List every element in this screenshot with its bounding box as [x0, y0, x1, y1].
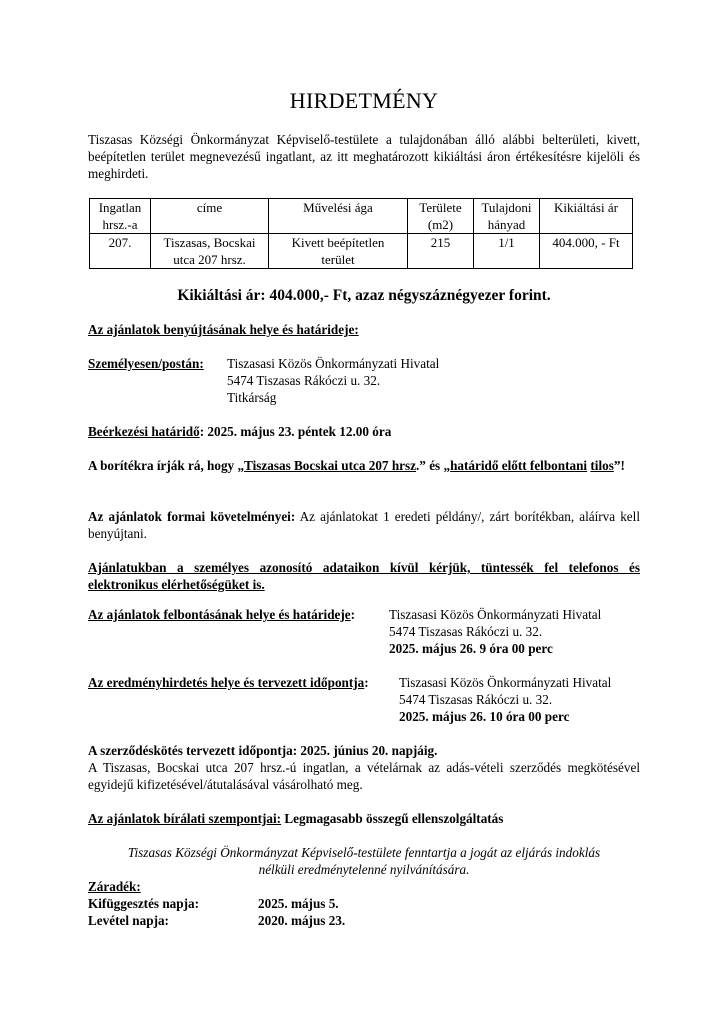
posted-line: [88, 895, 640, 912]
formal-text: Az ajánlatokat 1 eredeti példány/, zárt borítékban, aláírva kell benyújtani.: [88, 509, 640, 541]
results-office: Tiszasasi Közös Önkormányzati Hivatal: [399, 675, 612, 690]
table-header-row: [90, 199, 633, 234]
criteria-value: Legmagasabb összegű ellenszolgáltatás: [281, 811, 504, 826]
removed-line: [88, 912, 640, 929]
criteria-label: Az ajánlatok bírálati szempontjai:: [88, 811, 282, 826]
results-date: 2025. május 26. 10 óra 00 perc: [399, 709, 570, 724]
table-cell: Tiszasas, Bocskai utca 207 hrsz.: [151, 234, 269, 269]
header-cell: Ingatlan hrsz.-a: [90, 199, 151, 234]
submission-heading: Az ajánlatok benyújtásának helye és határideje:: [88, 322, 359, 337]
removed-value: 2020. május 23.: [258, 913, 346, 928]
header-cell: címe: [151, 199, 269, 234]
criteria-line: [88, 810, 640, 827]
header-cell: Művelési ága: [269, 199, 408, 234]
office-name: Tiszasasi Közös Önkormányzati Hivatal: [227, 356, 440, 371]
table-cell: Kivett beépítetlen terület: [269, 234, 408, 269]
removed-label: Levétel napja:: [88, 913, 169, 928]
office-dept: Titkárság: [227, 390, 277, 405]
formal-requirements: [88, 508, 640, 542]
table-cell: 215: [408, 234, 474, 269]
starting-price: Kikiáltási ár: 404.000,- Ft, azaz négyszáznégyezer forint.: [177, 287, 551, 304]
formal-label: Az ajánlatok formai követelményei:: [88, 509, 296, 524]
page-title: HIRDETMÉNY: [289, 88, 439, 113]
results-label: Az eredményhirdetés helye és tervezett időpontja: [88, 675, 365, 690]
opening-date: 2025. május 26. 9 óra 00 perc: [389, 641, 553, 656]
table-row: [90, 234, 633, 269]
results-address: 5474 Tiszasas Rákóczi u. 32.: [399, 692, 553, 707]
contract-date: A szerződéskötés tervezett időpontja: 2025. június 20. napjáig.: [88, 743, 438, 758]
deadline-value: : 2025. május 23. péntek 12.00 óra: [199, 424, 392, 439]
identity-request: Ajánlatukban a személyes azonosító adataikon kívül kérjük, tüntessék fel telefonos és elektronikus elérhetőségüket is.: [88, 560, 640, 592]
deadline-line: [88, 423, 640, 440]
header-cell: Kikiáltási ár: [540, 199, 633, 234]
opening-office: Tiszasasi Közös Önkormányzati Hivatal: [389, 607, 602, 622]
deadline-label: Beérkezési határidő: [88, 424, 200, 439]
posted-value: 2025. május 5.: [258, 896, 339, 911]
opening-label: Az ajánlatok felbontásának helye és határideje: [88, 607, 351, 622]
office-address: 5474 Tiszasas Rákóczi u. 32.: [227, 373, 381, 388]
header-cell: Tulajdoni hányad: [474, 199, 540, 234]
clause-label: Záradék:: [88, 879, 141, 894]
header-cell: Területe (m2): [408, 199, 474, 234]
reservation-note: Tiszasas Községi Önkormányzat Képviselő-testülete fenntartja a jogát az eljárás indoklás nélküli eredménytelenné nyilvánítására.: [127, 845, 601, 877]
table-cell: 1/1: [474, 234, 540, 269]
table-cell: 404.000, - Ft: [540, 234, 633, 269]
opening-address: 5474 Tiszasas Rákóczi u. 32.: [389, 624, 543, 639]
table-cell: 207.: [90, 234, 151, 269]
results-block: Az eredményhirdetés helye és tervezett időpontja: Tiszasasi Közös Önkormányzati Hivatal 5474 Tiszasas Rákóczi u. 32. 2025. május 26. 10 óra 00 perc: [88, 675, 612, 724]
intro-paragraph: Tiszasas Községi Önkormányzat Képviselő-testülete a tulajdonában álló alábbi belterületi, kivett, beépítetlen terület megnevezésű ingatlant, az itt meghatározott kikiáltási áron értékesítésre kijelöli és meghirdeti.: [88, 132, 640, 181]
personal-block: [88, 355, 640, 407]
contract-text: A Tiszasas, Bocskai utca 207 hrsz.-ú ingatlan, a vételárnak az adás-vételi szerződés megkötésével egyidejű kifizetésével/átutalásával vásárolható meg.: [88, 760, 640, 792]
envelope-instruction: A borítékra írják rá, hogy „Tiszasas Bocskai utca 207 hrsz.” és „határidő előtt felbontani tilos”!: [88, 458, 625, 473]
property-table: [89, 198, 633, 269]
personal-label: Személyesen/postán:: [88, 356, 204, 371]
opening-block: Az ajánlatok felbontásának helye és határideje: Tiszasasi Közös Önkormányzati Hivatal 5474 Tiszasas Rákóczi u. 32. 2025. május 26. 9 óra 00 perc: [88, 607, 602, 656]
posted-label: Kifüggesztés napja:: [88, 896, 199, 911]
